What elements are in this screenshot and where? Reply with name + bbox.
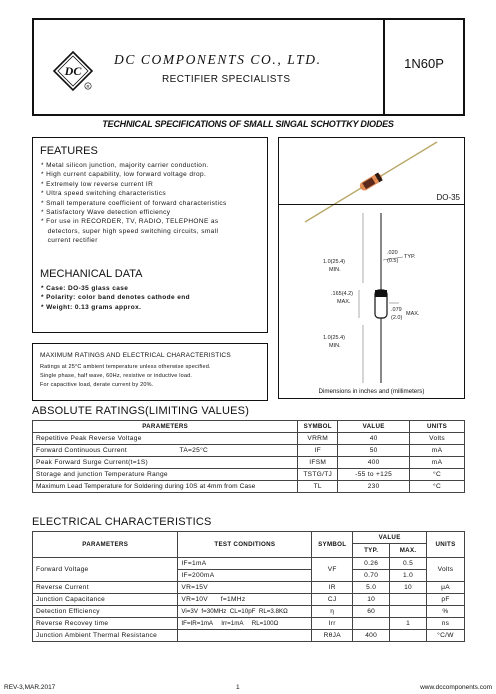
param-cell: Reverse Current xyxy=(33,582,178,594)
unit-cell: °C xyxy=(410,481,465,493)
dim-wire: .020 xyxy=(387,250,398,256)
unit-cell: ns xyxy=(427,618,465,630)
typ-cell: 60 xyxy=(353,606,390,618)
mechanical-item: * Case: DO-35 glass case xyxy=(41,285,129,292)
symbol-cell: IFSM xyxy=(298,457,338,469)
ratings-note-lines xyxy=(40,363,211,390)
typ-cell: 0.70 xyxy=(353,570,390,582)
feature-item: * Metal silicon junction, majority carrier conduction. xyxy=(41,162,209,169)
param-cell: Storage and junction Temperature Range xyxy=(33,469,298,481)
param-cell: Junction Capacitance xyxy=(33,594,178,606)
feature-item: * Extremely low reverse current IR xyxy=(41,180,154,188)
revision-label: REV-3,MAR.2017 xyxy=(4,684,56,691)
electrical-heading: ELECTRICAL CHARACTERISTICS xyxy=(32,516,212,528)
typ-cell: 10 xyxy=(353,594,390,606)
features-box xyxy=(32,137,268,333)
symbol-cell: IF xyxy=(298,445,338,457)
col-parameters: PARAMETERS xyxy=(33,532,178,558)
feature-item: * High current capability, low forward voltage drop. xyxy=(41,171,207,179)
condition-cell: VR=10V f=1MHz xyxy=(178,594,312,606)
col-units: UNITS xyxy=(427,532,465,558)
feature-item: * Satisfactory Wave detection efficiency xyxy=(41,209,171,217)
dim-lead-top: 1.0(25.4) xyxy=(323,259,346,265)
dim-diameter: .079 xyxy=(391,307,402,313)
symbol-cell: η xyxy=(312,606,353,618)
col-symbol: SYMBOL xyxy=(298,421,338,433)
param-condition: TA=25°C xyxy=(179,447,209,454)
feature-item: * Ultra speed switching characteristics xyxy=(41,190,167,198)
max-cell xyxy=(390,606,427,618)
table-row xyxy=(33,445,465,457)
param-cell xyxy=(33,445,298,457)
param-cell: Forward Voltage xyxy=(33,558,178,582)
max-cell xyxy=(390,630,427,642)
table-header-row xyxy=(33,421,465,433)
symbol-cell: VRRM xyxy=(298,433,338,445)
col-parameters: PARAMETERS xyxy=(33,421,298,433)
dim-body: .165(4.2) xyxy=(331,291,354,297)
dim-body-max: MAX. xyxy=(337,299,351,305)
max-cell: 10 xyxy=(390,582,427,594)
mechanical-list xyxy=(41,284,267,312)
table-row xyxy=(33,582,465,594)
table-row xyxy=(33,618,465,630)
unit-cell: mA xyxy=(410,445,465,457)
dim-wire-mm: (0.5) xyxy=(387,258,399,264)
symbol-cell: CJ xyxy=(312,594,353,606)
max-cell xyxy=(390,594,427,606)
table-row xyxy=(33,606,465,618)
max-cell: 1 xyxy=(390,618,427,630)
value-cell: 50 xyxy=(338,445,410,457)
ratings-note-line: Ratings at 25°C ambient temperature unless otherwise specified. xyxy=(40,364,211,370)
features-list xyxy=(41,161,267,246)
package-label: DO-35 xyxy=(436,193,460,202)
ratings-note-line: For capacitive load, derate current by 20%. xyxy=(40,382,154,388)
drawing-caption: Dimensions in inches and (millimeters) xyxy=(318,388,425,395)
header-box xyxy=(32,18,465,116)
part-number: 1N60P xyxy=(404,56,444,71)
ratings-note-heading: MAXIMUM RATINGS AND ELECTRICAL CHARACTERISTICS xyxy=(40,352,231,359)
dim-wire-typ: TYP. xyxy=(404,254,416,260)
param-cell: Reverse Recovey time xyxy=(33,618,178,630)
param-text: Forward Continuous Current xyxy=(36,447,127,454)
unit-cell: mA xyxy=(410,457,465,469)
package-drawing-box xyxy=(278,137,465,399)
company-logo xyxy=(52,50,94,92)
feature-item: * Small temperature coefficient of forward characteristics xyxy=(41,199,227,207)
param-cell: Peak Forward Surge Current(t=1S) xyxy=(33,457,298,469)
typ-cell: 5.0 xyxy=(353,582,390,594)
table-row xyxy=(33,594,465,606)
value-cell: 400 xyxy=(338,457,410,469)
features-heading: FEATURES xyxy=(40,145,98,157)
col-units: UNITS xyxy=(410,421,465,433)
max-cell: 1.0 xyxy=(390,570,427,582)
svg-text:R: R xyxy=(86,83,90,89)
table-row xyxy=(33,469,465,481)
ratings-note-box xyxy=(32,343,268,401)
page-number: 1 xyxy=(236,684,240,691)
table-header-row xyxy=(33,532,465,544)
condition-cell: Vi=3V f=30MHz CL=10pF RL=3.8KΩ xyxy=(178,606,312,618)
col-typ: TYP. xyxy=(353,544,390,558)
outline-drawing xyxy=(279,205,464,390)
condition-cell: VR=15V xyxy=(178,582,312,594)
dim-lead-bottom: 1.0(25.4) xyxy=(323,335,346,341)
param-cell: Junction Ambient Thermal Resistance xyxy=(33,630,178,642)
value-cell: 40 xyxy=(338,433,410,445)
logo-text: DC xyxy=(64,64,82,78)
max-cell: 0.5 xyxy=(390,558,427,570)
condition-cell: IF=IR=1mA Irr=1mA RL=100Ω xyxy=(178,618,312,630)
unit-cell: μA xyxy=(427,582,465,594)
unit-cell: Volts xyxy=(427,558,465,582)
unit-cell: °C xyxy=(410,469,465,481)
absolute-ratings-heading: ABSOLUTE RATINGS(LIMITING VALUES) xyxy=(32,405,250,417)
page-title: TECHNICAL SPECIFICATIONS OF SMALL SINGAL SCHOTTKY DIODES xyxy=(102,119,394,129)
param-cell: Repetitive Peak Reverse Voltage xyxy=(33,433,298,445)
value-cell: -55 to +125 xyxy=(338,469,410,481)
unit-cell: pF xyxy=(427,594,465,606)
table-row xyxy=(33,433,465,445)
unit-cell: Volts xyxy=(410,433,465,445)
condition-cell: IF=200mA xyxy=(178,570,312,582)
value-cell: 230 xyxy=(338,481,410,493)
condition-cell: IF=1mA xyxy=(178,558,312,570)
col-value: VALUE xyxy=(338,421,410,433)
col-value: VALUE xyxy=(353,532,427,544)
symbol-cell: TSTG/TJ xyxy=(298,469,338,481)
dim-diameter-mm: (2.0) xyxy=(391,315,403,321)
condition-cell xyxy=(178,630,312,642)
unit-cell: °C/W xyxy=(427,630,465,642)
dim-lead-bottom-min: MIN. xyxy=(329,343,341,349)
feature-item: current rectifier xyxy=(41,237,98,245)
feature-item: * For use in RECORDER, TV, RADIO, TELEPHONE as xyxy=(41,218,219,226)
dim-lead-top-min: MIN. xyxy=(329,267,341,273)
table-row xyxy=(33,630,465,642)
col-symbol: SYMBOL xyxy=(312,532,353,558)
symbol-cell: RθJA xyxy=(312,630,353,642)
table-row xyxy=(33,558,465,570)
absolute-ratings-table xyxy=(32,420,465,493)
col-max: MAX. xyxy=(390,544,427,558)
website-link[interactable]: www.dccomponents.com xyxy=(420,684,492,691)
typ-cell xyxy=(353,618,390,630)
mechanical-item: * Weight: 0.13 grams approx. xyxy=(41,303,142,311)
symbol-cell: TL xyxy=(298,481,338,493)
electrical-table xyxy=(32,531,465,642)
ratings-note-line: Single phase, half wave, 60Hz, resistive or inductive load. xyxy=(40,373,193,379)
unit-cell: % xyxy=(427,606,465,618)
symbol-cell: IR xyxy=(312,582,353,594)
mechanical-heading: MECHANICAL DATA xyxy=(40,268,143,280)
param-cell: Maximum Lead Temperature for Soldering during 10S at 4mm from Case xyxy=(33,481,298,493)
table-row xyxy=(33,457,465,469)
typ-cell: 0.26 xyxy=(353,558,390,570)
feature-item: detectors, super high speed switching circuits, small xyxy=(41,227,219,235)
dim-diameter-max: MAX. xyxy=(406,311,420,317)
col-test-conditions: TEST CONDITIONS xyxy=(178,532,312,558)
param-cell: Detection Efficiency xyxy=(33,606,178,618)
symbol-cell: Irr xyxy=(312,618,353,630)
company-name: DC COMPONENTS CO., LTD. xyxy=(114,52,322,67)
company-subtitle: RECTIFIER SPECIALISTS xyxy=(162,74,291,85)
mechanical-item: * Polarity: color band denotes cathode end xyxy=(41,294,190,302)
typ-cell: 400 xyxy=(353,630,390,642)
symbol-cell: VF xyxy=(312,558,353,582)
table-row xyxy=(33,481,465,493)
